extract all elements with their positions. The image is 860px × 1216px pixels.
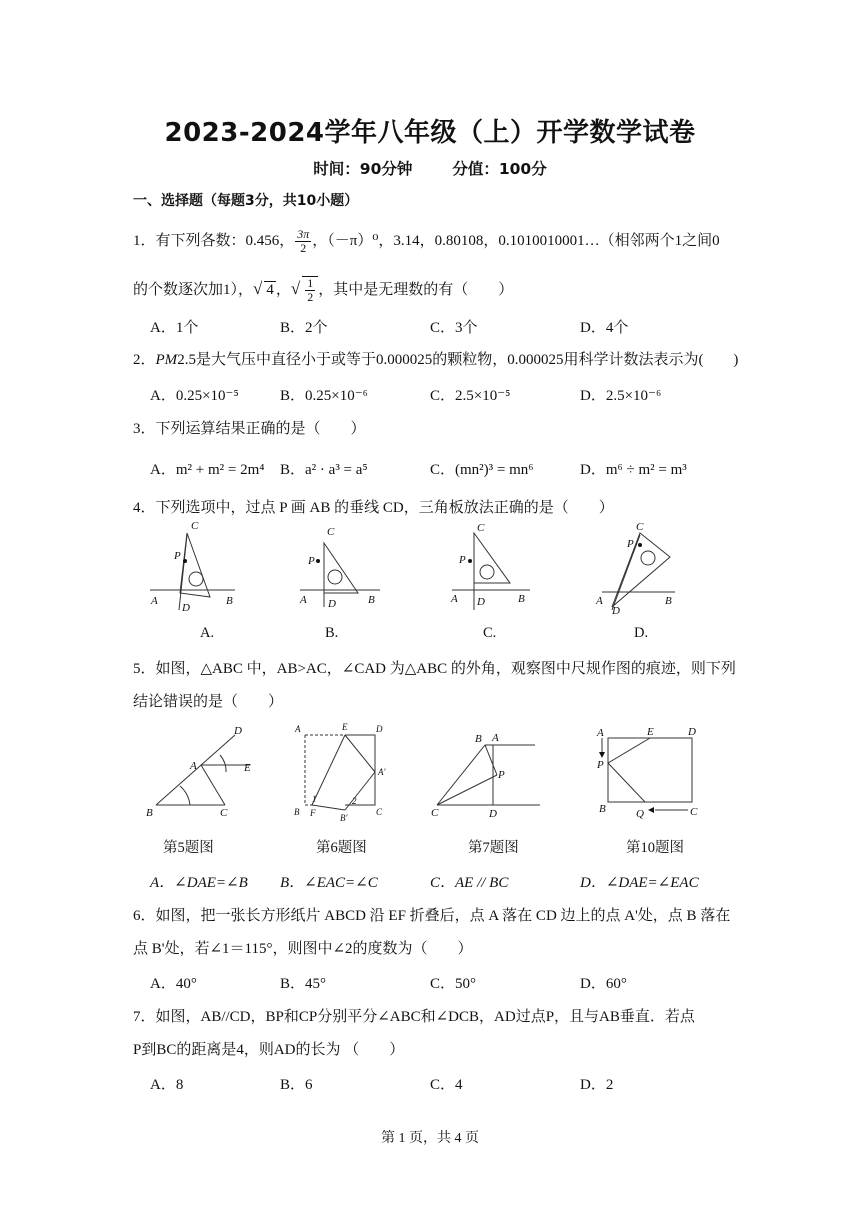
q7-label-a: A: [492, 732, 499, 744]
q7-label-p: P: [498, 769, 505, 781]
q4d-label-p: P: [627, 538, 634, 550]
q4-figure-b: [290, 515, 400, 615]
q10-label-a: A: [597, 727, 604, 739]
q7-label-b: B: [475, 733, 482, 745]
q6-label-1: 1: [312, 794, 317, 804]
q3-option-d: D．m⁶ ÷ m² = m³: [580, 462, 687, 478]
fig-caption-5: 第5题图: [163, 840, 214, 856]
q4c-label-a: A: [451, 593, 458, 605]
q3-option-b: B．a² · a³ = a⁵: [280, 462, 368, 478]
q2-num: 2．: [133, 352, 156, 368]
page-title: 2023-2024学年八年级（上）开学数学试卷: [164, 118, 696, 148]
q1-text-d: ，其中是无理数的有（ ）: [318, 281, 514, 298]
q6-line1: 6．如图，把一张长方形纸片 ABCD 沿 EF 折叠后，点 A 落在 CD 边上的点 A'处，点 B 落在: [133, 908, 731, 924]
q1-fraction: [295, 228, 311, 255]
exam-info: [0, 157, 860, 179]
q5-label-d: D: [234, 725, 242, 737]
q4c-label-c: C: [477, 522, 485, 534]
q4d-label-a: A: [596, 595, 603, 607]
q4a-label-d: D: [182, 602, 190, 614]
q1-text-a: 1．有下列各数：0.456，: [133, 232, 295, 249]
page-footer: 第 1 页，共 4 页: [381, 1131, 479, 1146]
q1-text-b: ，（－π）⁰，3.14，0.80108，0.1010010001…（相邻两个1之间0: [312, 232, 720, 249]
q5-option-c: C．AE // BC: [430, 875, 509, 891]
q1-frac-num: 3π: [297, 227, 310, 241]
q1-sqrt-frac: [305, 277, 315, 304]
q6-label-d: D: [376, 724, 383, 734]
q4c-label-b: B: [518, 593, 525, 605]
section-heading: 一、选择题（每题3分，共10小题）: [133, 193, 359, 209]
q6-label-a2: A': [378, 767, 386, 777]
q5-option-b: B．∠EAC=∠C: [280, 875, 378, 891]
q10-label-e: E: [647, 726, 654, 738]
q2-option-c: C．2.5×10⁻⁵: [430, 388, 511, 404]
q5-option-a: A．∠DAE=∠B: [150, 875, 248, 891]
q4d-label-d: D: [612, 605, 620, 615]
q4-figure-d: [590, 515, 700, 615]
q4-figure-c: [440, 515, 550, 615]
q4-caption-c: C.: [483, 625, 497, 641]
q10-label-c: C: [690, 806, 698, 818]
q4c-label-d: D: [477, 596, 485, 608]
q1-line1: [133, 228, 720, 255]
q6-label-a: A: [295, 724, 301, 734]
q3-text: 3．下列运算结果正确的是（ ）: [133, 421, 366, 437]
q1-option-d: D．4个: [580, 320, 629, 336]
fig-caption-6: 第6题图: [316, 840, 367, 856]
q7-line1: 7．如图，AB//CD，BP和CP分别平分∠ABC和∠DCB，AD过点P，且与AB垂直．若点: [133, 1009, 695, 1025]
q4a-label-p: P: [174, 550, 181, 562]
q6-option-b: B．45°: [280, 976, 327, 992]
q4a-label-c: C: [191, 520, 199, 532]
time-limit: 时间：90分钟: [313, 160, 413, 178]
q10-label-q: Q: [636, 808, 644, 820]
q4d-label-c: C: [636, 521, 644, 533]
q6-label-2: 2: [352, 796, 357, 806]
fig-caption-7: 第7题图: [468, 840, 519, 856]
q2-option-b: B．0.25×10⁻⁶: [280, 388, 368, 404]
q6-label-c: C: [376, 807, 383, 817]
q6-figure: [290, 720, 395, 825]
q7-option-c: C．4: [430, 1077, 463, 1093]
q4b-label-c: C: [327, 526, 335, 538]
q7-line2: P到BC的距离是4，则AD的长为 （ ）: [133, 1042, 405, 1058]
q6-label-e: E: [342, 722, 348, 732]
q4d-label-b: B: [665, 595, 672, 607]
q1-text-c: 的个数逐次加1），: [133, 281, 254, 298]
q1-option-c: C．3个: [430, 320, 478, 336]
q1-option-b: B．2个: [280, 320, 328, 336]
q1-sqrt-den: 2: [307, 290, 314, 304]
q2-body: 2.5是大气压中直径小于或等于0.000025的颗粒物，0.000025用科学计数法表示为( ): [177, 352, 739, 368]
q10-label-d: D: [688, 726, 696, 738]
q3-option-a: A．m² + m² = 2m⁴: [150, 462, 265, 478]
q5-label-e: E: [244, 762, 251, 774]
q2-text: [133, 348, 738, 369]
q3-option-c: C．(mn²)³ = mn⁶: [430, 462, 534, 478]
q6-line2: 点 B'处，若∠1＝115°，则图中∠2的度数为（ ）: [133, 941, 473, 957]
q1-line2: 的个数逐次加1），√ 4 ，√ $\frac{1}{2}$ ，其中是无理数的有（ ）: [133, 276, 514, 304]
q4b-label-b: B: [368, 594, 375, 606]
q4b-label-p: P: [308, 555, 315, 567]
q4-caption-d: D.: [634, 625, 649, 641]
q2-option-d: D．2.5×10⁻⁶: [580, 388, 662, 404]
fig-caption-10: 第10题图: [626, 840, 684, 856]
q7-figure: [425, 720, 545, 825]
q4c-label-p: P: [459, 554, 466, 566]
q7-label-d: D: [489, 808, 497, 820]
q10-figure: [590, 720, 705, 825]
q6-option-d: D．60°: [580, 976, 627, 992]
q4-caption-a: A.: [200, 625, 215, 641]
q10-label-b: B: [599, 803, 606, 815]
q5-option-d: D．∠DAE=∠EAC: [580, 875, 699, 891]
q4-figure-a: [140, 515, 250, 615]
q4a-label-b: B: [226, 595, 233, 607]
q4a-label-a: A: [151, 595, 158, 607]
q6-option-c: C．50°: [430, 976, 477, 992]
q6-option-a: A．40°: [150, 976, 197, 992]
q5-label-c: C: [220, 807, 228, 819]
q6-label-b2: B': [340, 813, 348, 823]
q4-caption-b: B.: [325, 625, 339, 641]
q7-option-a: A．8: [150, 1077, 184, 1093]
q5-label-a: A: [190, 760, 197, 772]
q5-line2: 结论错误的是（ ）: [133, 694, 284, 710]
q2-option-a: A．0.25×10⁻⁵: [150, 388, 239, 404]
q5-line1: 5．如图，△ABC 中，AB>AC，∠CAD 为△ABC 的外角，观察图中尺规作图的痕迹，则下列: [133, 661, 736, 677]
q7-label-c: C: [431, 807, 439, 819]
q5-label-b: B: [146, 807, 153, 819]
q7-option-b: B．6: [280, 1077, 313, 1093]
q5-figure: [140, 720, 270, 825]
q1-sqrt-num: 1: [307, 276, 314, 290]
q1-sqrt4: 4: [266, 281, 274, 298]
q4b-label-a: A: [300, 594, 307, 606]
score-total: 分值：100分: [452, 160, 547, 178]
q4-text: 4．下列选项中，过点 P 画 AB 的垂线 CD，三角板放法正确的是（ ）: [133, 500, 614, 516]
q1-frac-den: 2: [300, 241, 307, 255]
q7-option-d: D．2: [580, 1077, 614, 1093]
q4b-label-d: D: [328, 598, 336, 610]
q6-label-b: B: [294, 807, 300, 817]
q6-label-f: F: [310, 808, 316, 818]
q1-option-a: A．1个: [150, 320, 199, 336]
q2-pm: PM: [155, 352, 178, 368]
q10-label-p: P: [597, 759, 604, 771]
